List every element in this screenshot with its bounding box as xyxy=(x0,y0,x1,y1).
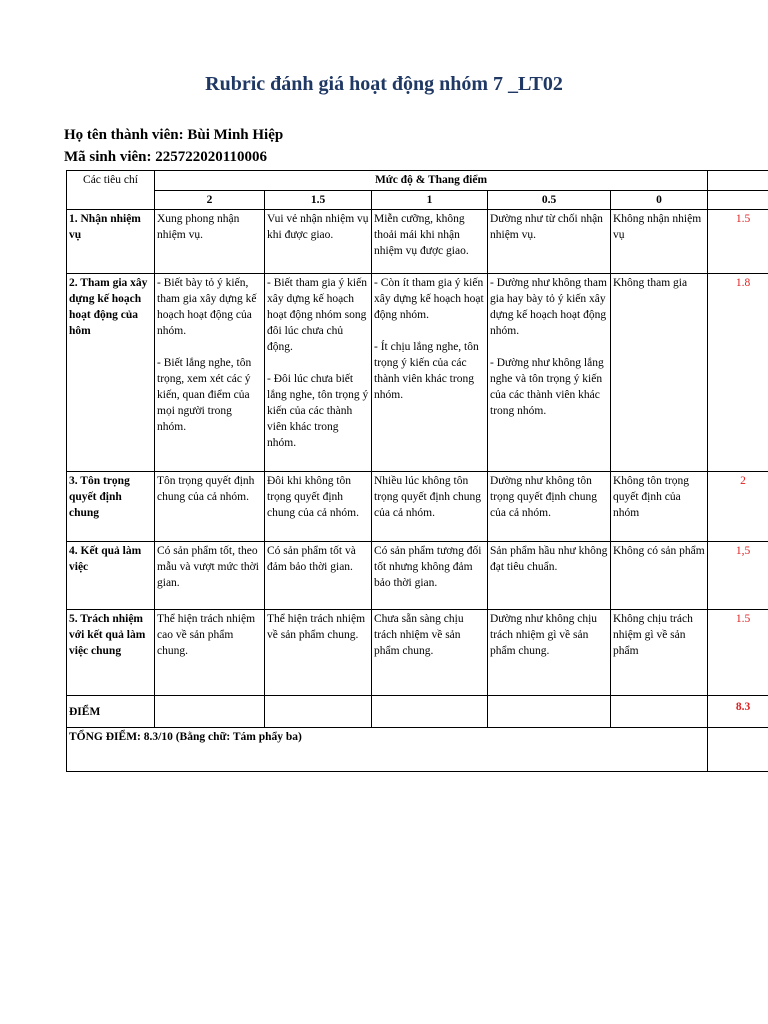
empty-cell xyxy=(372,696,488,728)
score-cell: 1.8 xyxy=(708,274,768,472)
table-row xyxy=(67,210,768,274)
descriptor-text: Nhiều lúc không tôn trọng quyết định chung của cả nhóm. xyxy=(374,475,481,519)
summary-row xyxy=(67,728,768,772)
descriptor-cell xyxy=(155,472,265,542)
descriptor-cell xyxy=(372,210,488,274)
member-name-value: Bùi Minh Hiệp xyxy=(187,127,284,143)
student-id-value: 225722020110006 xyxy=(155,149,267,165)
descriptor-cell xyxy=(155,542,265,610)
score-header-cell xyxy=(708,171,768,191)
descriptor-text: Vui vẻ nhận nhiệm vụ khi được giao. xyxy=(267,213,369,241)
descriptor-text: - Biết bày tỏ ý kiến, tham gia xây dựng kế hoạch hoạt động của nhóm. xyxy=(157,277,257,337)
level-score-cell xyxy=(708,191,768,210)
score-cell: 1.5 xyxy=(708,610,768,696)
descriptor-text: - Dường như không tham gia hay bày tỏ ý kiến xây dựng kế hoạch hoạt động nhóm. xyxy=(490,277,607,337)
table-row xyxy=(67,542,768,610)
descriptor-cell xyxy=(488,542,611,610)
student-id-label: Mã sinh viên: xyxy=(64,149,156,165)
descriptor-cell xyxy=(488,472,611,542)
descriptor-text: - Biết tham gia ý kiến xây dựng kế hoạch hoạt động nhóm song đôi lúc chưa chủ động. xyxy=(267,277,367,353)
descriptor-text: - Dường như không lắng nghe và tôn trọng ý kiến của các thành viên khác trong nhóm. xyxy=(490,357,604,417)
total-summary: TỔNG ĐIỂM: 8.3/10 (Bằng chữ: Tám phẩy ba) xyxy=(67,728,708,772)
table-row xyxy=(67,610,768,696)
criteria-header: Các tiêu chí xyxy=(67,171,155,210)
points-row xyxy=(67,696,768,728)
paragraph-gap xyxy=(374,323,485,339)
empty-cell xyxy=(708,728,768,772)
descriptor-cell xyxy=(611,210,708,274)
level-header: 2 xyxy=(155,191,265,210)
descriptor-text: - Đôi lúc chưa biết lắng nghe, tôn trọng ý kiến của các thành viên khác trong nhóm. xyxy=(267,373,369,449)
paragraph-gap xyxy=(267,355,369,371)
descriptor-text: Có sản phẩm tốt, theo mẫu và vượt mức thời gian. xyxy=(157,545,259,589)
empty-cell xyxy=(155,696,265,728)
score-cell: 2 xyxy=(708,472,768,542)
empty-cell xyxy=(611,696,708,728)
rubric-table xyxy=(66,170,768,772)
descriptor-text: Có sản phẩm tốt và đảm bảo thời gian. xyxy=(267,545,356,573)
descriptor-text: - Còn ít tham gia ý kiến xây dựng kế hoạch hoạt động nhóm. xyxy=(374,277,484,321)
descriptor-cell xyxy=(611,610,708,696)
scale-header: Mức độ & Thang điểm xyxy=(155,171,708,191)
student-id-line xyxy=(64,149,267,166)
descriptor-cell xyxy=(488,610,611,696)
descriptor-text: Dường như từ chối nhận nhiệm vụ. xyxy=(490,213,603,241)
descriptor-text: - Ít chịu lắng nghe, tôn trọng ý kiến của các thành viên khác trong nhóm. xyxy=(374,341,479,401)
descriptor-cell xyxy=(372,610,488,696)
descriptor-cell xyxy=(265,472,372,542)
descriptor-text: Dường như không tôn trọng quyết định chung của cả nhóm. xyxy=(490,475,597,519)
descriptor-text: Đôi khi không tôn trọng quyết định chung của cả nhóm. xyxy=(267,475,359,519)
rubric-table-body xyxy=(67,171,768,772)
table-row xyxy=(67,274,768,472)
descriptor-cell xyxy=(372,274,488,472)
criterion-cell: 1. Nhận nhiệm vụ xyxy=(67,210,155,274)
descriptor-cell xyxy=(265,274,372,472)
document-title: Rubric đánh giá hoạt động nhóm 7 _LT02 xyxy=(205,73,563,95)
levels-row xyxy=(67,191,768,210)
descriptor-text: Không tôn trọng quyết định của nhóm xyxy=(613,475,690,519)
descriptor-cell xyxy=(488,274,611,472)
descriptor-text: Thể hiện trách nhiệm về sản phẩm chung. xyxy=(267,613,366,641)
score-cell: 1.5 xyxy=(708,210,768,274)
level-header: 0.5 xyxy=(488,191,611,210)
descriptor-cell xyxy=(488,210,611,274)
descriptor-text: Tôn trọng quyết định chung của cả nhóm. xyxy=(157,475,255,503)
descriptor-text: Sản phẩm hầu như không đạt tiêu chuẩn. xyxy=(490,545,608,573)
member-name-line xyxy=(64,127,283,144)
descriptor-cell xyxy=(155,210,265,274)
level-header: 0 xyxy=(611,191,708,210)
paragraph-gap xyxy=(157,339,262,355)
descriptor-text: Thể hiện trách nhiệm cao về sản phẩm chung. xyxy=(157,613,256,657)
descriptor-text: Không tham gia xyxy=(613,277,688,289)
empty-cell xyxy=(265,696,372,728)
empty-cell xyxy=(488,696,611,728)
descriptor-text: Không có sản phẩm xyxy=(613,545,705,557)
table-row xyxy=(67,472,768,542)
descriptor-text: Dường như không chịu trách nhiệm gì về sản phẩm chung. xyxy=(490,613,598,657)
descriptor-text: Chưa sẵn sàng chịu trách nhiệm về sản phẩm chung. xyxy=(374,613,464,657)
descriptor-cell xyxy=(265,610,372,696)
descriptor-cell xyxy=(155,274,265,472)
member-name-label: Họ tên thành viên: xyxy=(64,127,188,143)
points-label: ĐIỂM xyxy=(67,696,155,728)
descriptor-text: Miễn cưỡng, không thoải mái khi nhận nhiệm vụ được giao. xyxy=(374,213,469,257)
points-total: 8.3 xyxy=(708,696,768,728)
descriptor-text: Không nhận nhiệm vụ xyxy=(613,213,702,241)
level-header: 1 xyxy=(372,191,488,210)
descriptor-cell xyxy=(611,542,708,610)
criterion-cell: 4. Kết quả làm việc xyxy=(67,542,155,610)
descriptor-text: - Biết lắng nghe, tôn trọng, xem xét các ý kiến, quan điểm của mọi người trong nhóm. xyxy=(157,357,252,433)
descriptor-text: Có sản phẩm tương đối tốt nhưng không đảm bảo thời gian. xyxy=(374,545,482,589)
paragraph-gap xyxy=(490,339,608,355)
descriptor-cell xyxy=(372,472,488,542)
descriptor-cell xyxy=(611,472,708,542)
descriptor-cell xyxy=(265,542,372,610)
criterion-cell: 3. Tôn trọng quyết định chung xyxy=(67,472,155,542)
level-header: 1.5 xyxy=(265,191,372,210)
score-cell: 1,5 xyxy=(708,542,768,610)
criterion-cell: 5. Trách nhiệm với kết quả làm việc chung xyxy=(67,610,155,696)
descriptor-cell xyxy=(611,274,708,472)
descriptor-cell xyxy=(155,610,265,696)
descriptor-cell xyxy=(265,210,372,274)
descriptor-text: Không chịu trách nhiệm gì về sản phẩm xyxy=(613,613,693,657)
descriptor-cell xyxy=(372,542,488,610)
descriptor-text: Xung phong nhận nhiệm vụ. xyxy=(157,213,240,241)
table-header-row xyxy=(67,171,768,191)
criterion-cell: 2. Tham gia xây dựng kế hoạch hoạt động của hôm xyxy=(67,274,155,472)
